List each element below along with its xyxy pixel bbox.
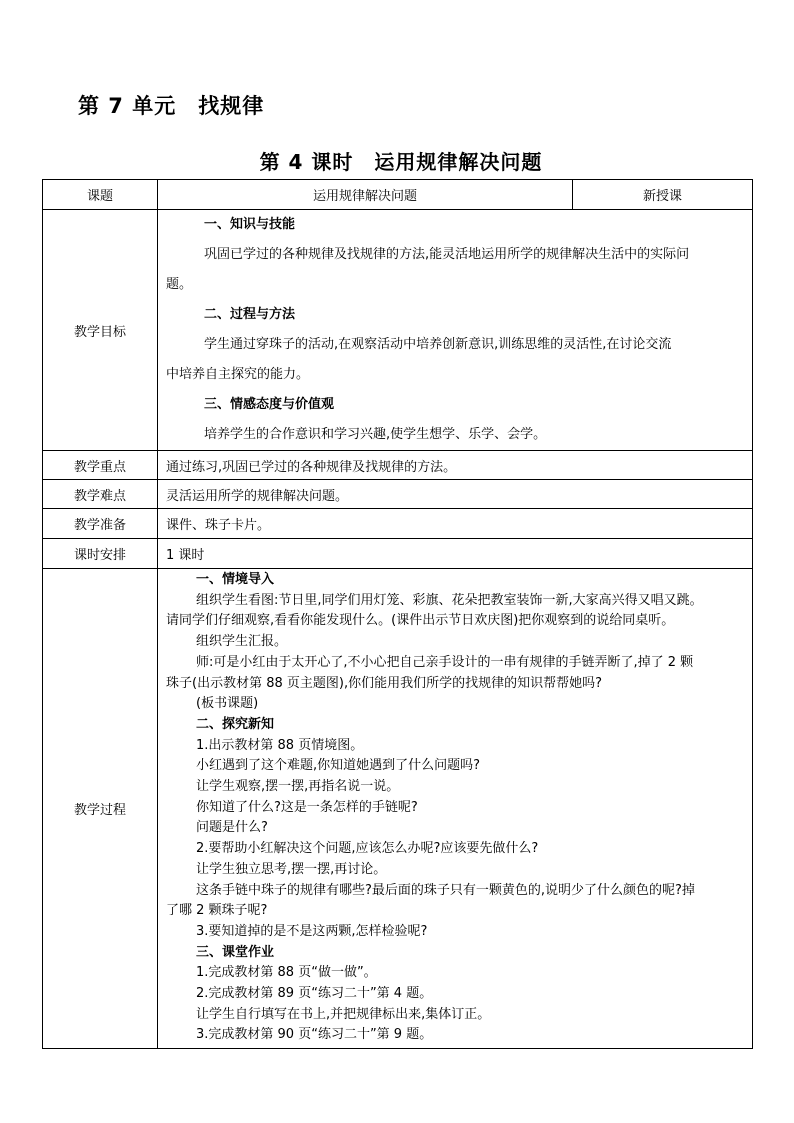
key-point-label: 教学重点: [43, 451, 158, 480]
lesson-type: 新授课: [573, 180, 753, 210]
objectives-content: [158, 210, 753, 451]
schedule-label: 课时安排: [43, 539, 158, 569]
process-heading: 三、课堂作业: [196, 944, 275, 960]
objective-text: 培养学生的合作意识和学习兴趣,使学生想学、乐学、会学。: [204, 427, 547, 442]
key-point-value: 通过练习,巩固已学过的各种规律及找规律的方法。: [158, 451, 753, 480]
difficulty-value: 灵活运用所学的规律解决问题。: [158, 480, 753, 509]
difficulty-label: 教学难点: [43, 480, 158, 509]
process-text: 请同学们仔细观察,看看你能发现什么。(课件出示节日欢庆图)把你观察到的说给同桌听。: [166, 613, 675, 629]
process-text: 这条手链中珠子的规律有哪些?最后面的珠子只有一颗黄色的,说明少了什么颜色的呢?掉: [196, 882, 695, 898]
schedule-value: 1 课时: [158, 539, 753, 569]
objective-text: 中培养自主探究的能力。: [166, 367, 310, 382]
table-row-topic: [43, 180, 753, 210]
process-text: 3.要知道掉的是不是这两颗,怎样检验呢?: [196, 923, 428, 939]
preparation-value: 课件、珠子卡片。: [158, 509, 753, 539]
table-row-process: [43, 569, 753, 1049]
table-row-schedule: [43, 539, 753, 569]
objective-heading: 三、情感态度与价值观: [204, 397, 335, 412]
objective-text: 题。: [166, 277, 193, 292]
preparation-label: 教学准备: [43, 509, 158, 539]
process-text: 组织学生看图:节日里,同学们用灯笼、彩旗、花朵把教室装饰一新,大家高兴得又唱又跳。: [196, 592, 703, 608]
objective-text: 巩固已学过的各种规律及找规律的方法,能灵活地运用所学的规律解决生活中的实际问: [204, 247, 690, 262]
process-text: 了哪 2 颗珠子呢?: [166, 903, 268, 919]
process-content: [158, 569, 753, 1049]
process-heading: 一、情境导入: [196, 572, 275, 587]
topic-label: 课题: [43, 180, 158, 210]
table-row-preparation: [43, 509, 753, 539]
process-text: 让学生自行填写在书上,并把规律标出来,集体订正。: [196, 1006, 491, 1022]
objective-heading: 二、过程与方法: [204, 307, 296, 322]
process-text: 2.要帮助小红解决这个问题,应该怎么办呢?应该要先做什么?: [196, 841, 539, 857]
process-text: 组织学生汇报。: [196, 634, 288, 650]
process-text: 让学生独立思考,摆一摆,再讨论。: [196, 861, 387, 877]
table-row-difficulty: [43, 480, 753, 509]
unit-title: 第 7 单元 找规律: [78, 94, 265, 118]
process-text: (板书课题): [196, 696, 259, 712]
process-text: 2.完成教材第 89 页“练习二十”第 4 题。: [196, 986, 433, 1002]
lesson-plan-table: [42, 179, 753, 1049]
process-text: 小红遇到了这个难题,你知道她遇到了什么问题吗?: [196, 758, 481, 774]
process-text: 珠子(出示教材第 88 页主题图),你们能用我们所学的找规律的知识帮帮她吗?: [166, 675, 602, 691]
process-text: 3.完成教材第 90 页“练习二十”第 9 题。: [196, 1027, 433, 1043]
process-text: 让学生观察,摆一摆,再指名说一说。: [196, 779, 400, 795]
process-label: 教学过程: [43, 569, 158, 1049]
process-text: 师:可是小红由于太开心了,不小心把自己亲手设计的一串有规律的手链弄断了,掉了 2 颗: [196, 654, 694, 670]
table-row-objectives: [43, 210, 753, 451]
process-text: 1.出示教材第 88 页情境图。: [196, 737, 364, 753]
process-text: 1.完成教材第 88 页“做一做”。: [196, 965, 377, 981]
topic-value: 运用规律解决问题: [158, 180, 573, 210]
table-row-key-point: [43, 451, 753, 480]
lesson-title: 第 4 课时 运用规律解决问题: [259, 150, 543, 174]
process-text: 问题是什么?: [196, 820, 268, 836]
objective-heading: 一、知识与技能: [204, 217, 296, 232]
process-heading: 二、探究新知: [196, 716, 275, 732]
objectives-label: 教学目标: [43, 210, 158, 451]
process-text: 你知道了什么?这是一条怎样的手链呢?: [196, 799, 418, 815]
objective-text: 学生通过穿珠子的活动,在观察活动中培养创新意识,训练思维的灵活性,在讨论交流: [204, 337, 672, 352]
